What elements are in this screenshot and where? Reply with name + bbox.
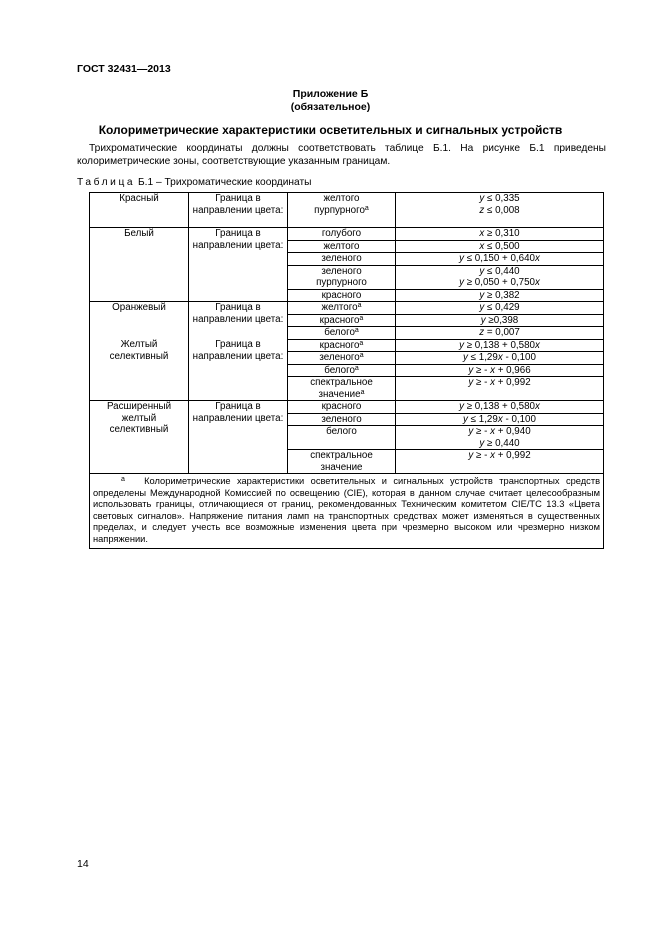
table-row <box>90 302 604 315</box>
footnote-text: Колориметрические характеристики осветительных и сигнальных устройств транспортных средств определены Международной Комиссией по освещению (CIE), которая в данном случае считает целесообразным использовать границы, отличающиеся от границ, рекомендованных Техническим комитетом CIE/TC 13.3 «Цвета световых сигналов». Напряжение питания ламп на транспортных средствах может изменяться в существенных пределах, и следует учесть все возможные изменения цвета при чрезмерно высоком или чрезмерно низком напряжении. <box>93 476 601 544</box>
formula-cell <box>396 401 604 414</box>
footnote-marker: a <box>359 339 364 347</box>
direction-cell: зеленого <box>288 253 396 266</box>
direction-cell: белого$^a$ <box>288 327 396 340</box>
formula-value: y ≤ 0,335 <box>479 193 520 204</box>
boundary-label-cell: Граница в направлении цвета: <box>189 302 288 340</box>
formula-cell <box>396 265 604 277</box>
boundary-label-cell: Граница в направлении цвета: <box>189 228 288 302</box>
formula-cell <box>396 426 604 450</box>
direction-cell: зеленого <box>288 265 396 277</box>
intro-paragraph: Трихроматические координаты должны соответствовать таблице Б.1. На рисунке Б.1 приведены колориметрические зоны, соответствующие указанным границам. <box>77 143 606 167</box>
formula-value: x ≤ 0,500 <box>479 240 520 252</box>
formula-cell <box>396 302 604 315</box>
formula-cell <box>396 253 604 266</box>
formula-value: y ≥ - x + 0,992 <box>468 450 531 461</box>
color-cell-red: Красный <box>90 193 189 228</box>
formula-value: y ≤ 1,29x - 0,100 <box>463 352 536 363</box>
formula-cell <box>396 377 604 401</box>
formula-cell <box>396 205 604 228</box>
formula-value: y ≥ - x + 0,992 <box>468 377 531 388</box>
formula-cell <box>396 277 604 289</box>
appendix-title: Приложение Б <box>292 88 369 100</box>
table-caption-label: Таблица <box>77 177 136 188</box>
direction-cell: спектральное значение <box>288 450 396 474</box>
formula-cell <box>396 314 604 327</box>
table-row <box>90 193 604 205</box>
formula-cell <box>396 364 604 377</box>
formula-cell <box>396 450 604 474</box>
direction-cell: спектральное значение$^a$ <box>288 377 396 401</box>
table-row <box>90 339 604 352</box>
table-caption <box>77 177 312 188</box>
formula-value: y ≤ 0,429 <box>479 302 520 313</box>
direction-cell: красного <box>288 401 396 414</box>
color-cell-selective-yellow: Желтый селективный <box>90 339 189 401</box>
formula-cell <box>396 352 604 365</box>
boundary-label-cell: Граница в направлении цвета: <box>189 339 288 401</box>
footnote-cell <box>90 474 604 549</box>
page-number: 14 <box>77 858 89 870</box>
formula-value: y ≤ 0,150 + 0,640x <box>459 253 540 264</box>
appendix-status: (обязательное) <box>290 101 371 113</box>
boundary-label-cell: Граница в направлении цвета: <box>189 401 288 474</box>
section-title: Колориметрические характеристики осветительных и сигнальных устройств <box>98 123 563 137</box>
table-footnote-row <box>90 474 604 549</box>
formula-value: y ≥ 0,138 + 0,580x <box>459 401 540 412</box>
formula-value: y ≤ 1,29x - 0,100 <box>463 413 536 425</box>
direction-cell: зеленого$^a$ <box>288 352 396 365</box>
formula-value: y ≥ 0,440 <box>479 437 520 449</box>
formula-value: z ≤ 0,008 <box>479 204 520 216</box>
formula-cell <box>396 339 604 352</box>
direction-cell: желтого$^a$ <box>288 302 396 315</box>
table-row <box>90 228 604 241</box>
direction-cell: пурпурного <box>288 277 396 289</box>
formula-cell <box>396 193 604 205</box>
footnote-marker: a <box>354 364 359 372</box>
footnote-marker: a <box>359 314 364 322</box>
formula-cell <box>396 228 604 241</box>
table-caption-number: Б.1 <box>138 177 154 188</box>
formula-cell <box>396 413 604 426</box>
table-caption-text: – Трихроматические координаты <box>153 177 312 188</box>
color-cell-extended-yellow: Расширенный желтый селективный <box>90 401 189 474</box>
direction-cell: пурпурного$^a$ <box>288 205 396 228</box>
document-header: ГОСТ 32431—2013 <box>77 63 171 75</box>
formula-value: y ≥ 0,050 + 0,750x <box>459 277 540 288</box>
direction-cell: белого$^a$ <box>288 364 396 377</box>
direction-cell: красного <box>288 289 396 302</box>
footnote-marker: a <box>359 352 364 359</box>
color-cell-orange: Оранжевый <box>90 302 189 340</box>
formula-cell <box>396 240 604 253</box>
footnote <box>93 476 600 546</box>
direction-cell: желтого <box>288 240 396 253</box>
formula-cell <box>396 327 604 340</box>
direction-cell: голубого <box>288 228 396 241</box>
trichromatic-table <box>89 192 604 549</box>
direction-cell: красного$^a$ <box>288 314 396 327</box>
footnote-marker: a <box>354 327 359 334</box>
formula-value: y ≥ - x + 0,966 <box>468 364 531 376</box>
footnote-marker: a <box>364 204 369 212</box>
formula-value: x ≥ 0,310 <box>479 228 520 239</box>
appendix-heading <box>0 88 661 114</box>
table-row <box>90 401 604 414</box>
color-cell-white: Белый <box>90 228 189 302</box>
footnote-marker: a <box>357 302 362 309</box>
direction-cell: красного$^a$ <box>288 339 396 352</box>
boundary-label-cell: Граница в направлении цвета: <box>189 193 288 228</box>
footnote-marker: a <box>121 476 125 483</box>
formula-value: y ≥0,398 <box>480 314 519 326</box>
direction-cell: белого <box>288 426 396 450</box>
formula-value: y ≤ 0,440 <box>479 265 520 277</box>
footnote-marker: a <box>360 388 365 396</box>
formula-value: y ≥ 0,138 + 0,580x <box>459 339 540 351</box>
formula-value: z = 0,007 <box>479 327 520 338</box>
direction-cell: желтого <box>288 193 396 205</box>
formula-value: y ≥ 0,382 <box>479 289 520 301</box>
formula-value: y ≥ - x + 0,940 <box>468 426 531 437</box>
formula-cell <box>396 289 604 302</box>
direction-cell: зеленого <box>288 413 396 426</box>
